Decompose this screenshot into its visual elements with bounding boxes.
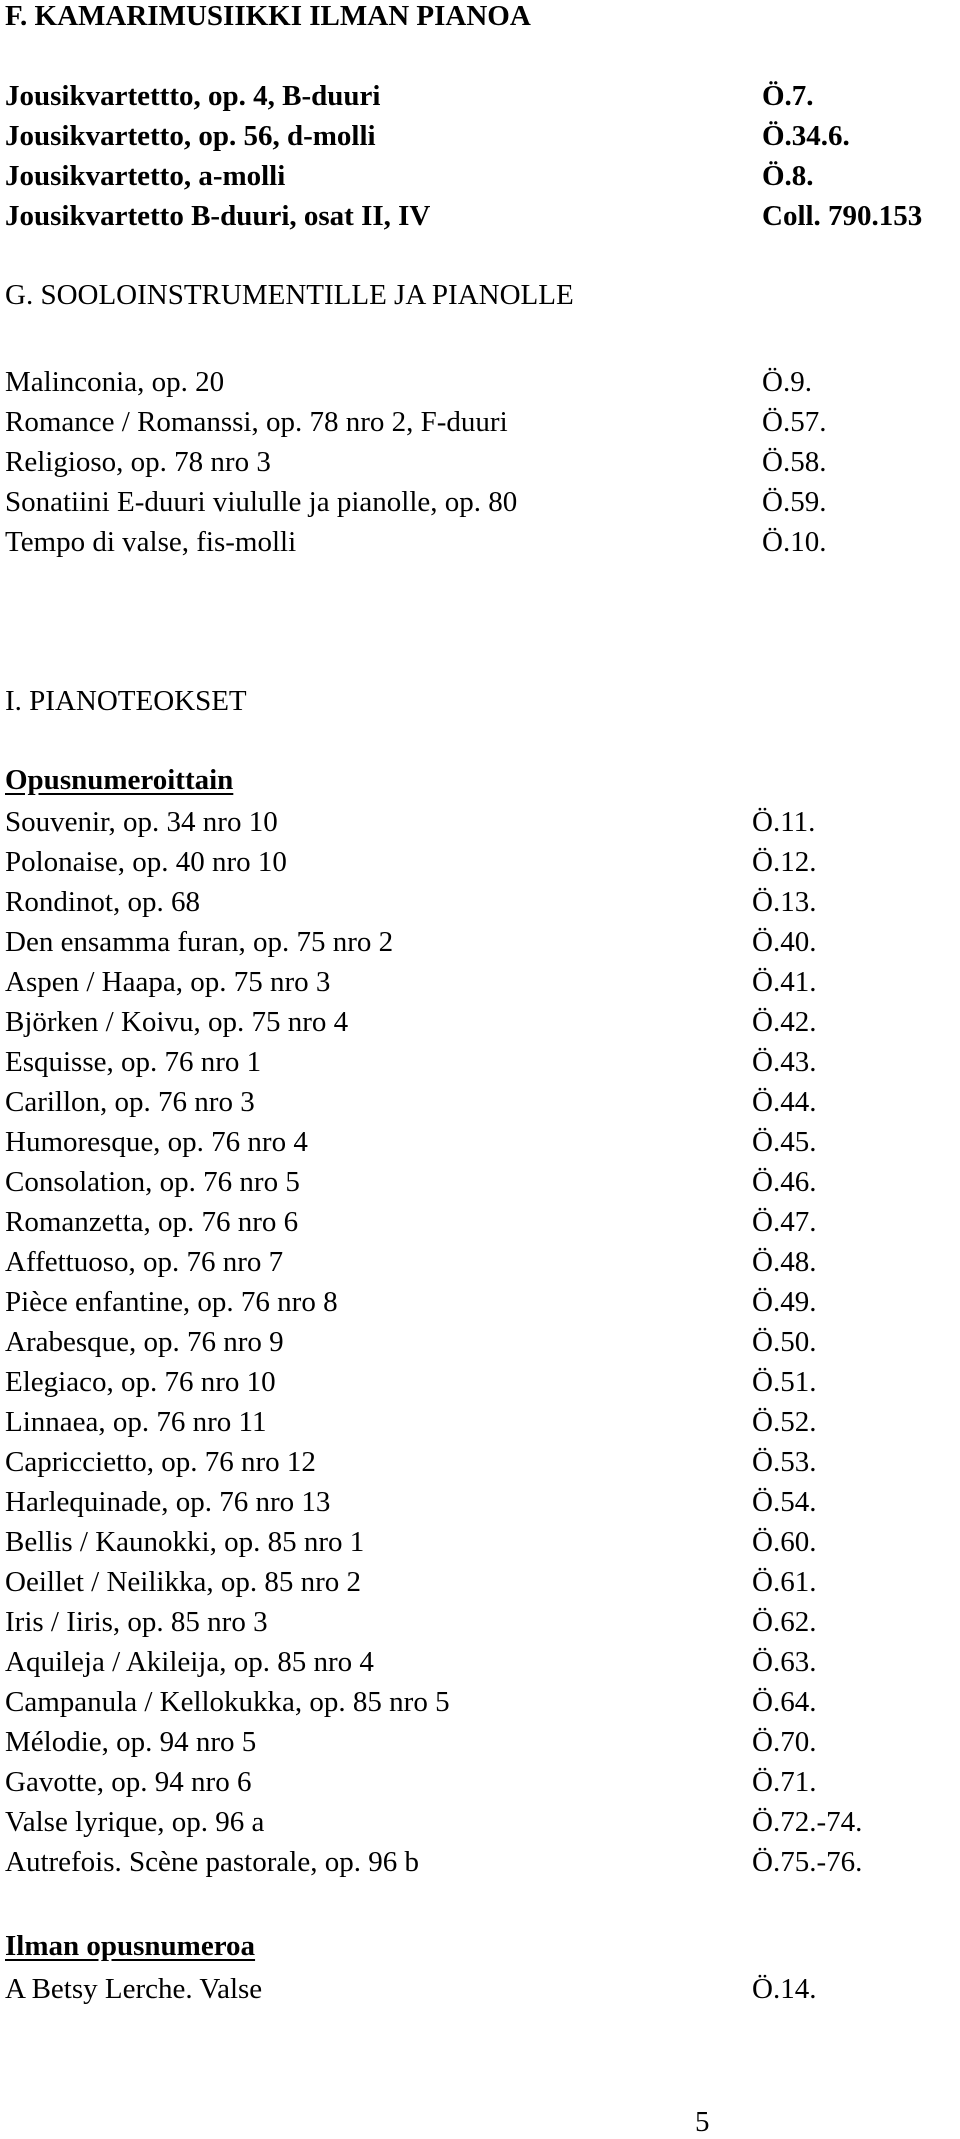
list-item [0,522,960,562]
list-item [0,1442,960,1482]
list-item [0,1162,960,1202]
entry-ref: Ö.48. [752,1246,817,1278]
entry-title: Religioso, op. 78 nro 3 [5,446,271,478]
entry-title: Romanzetta, op. 76 nro 6 [5,1206,299,1238]
entry-title: Arabesque, op. 76 nro 9 [5,1326,284,1358]
entry-ref: Ö.72.-74. [752,1806,863,1838]
entry-ref: Ö.7. [762,80,814,112]
list-item [0,1202,960,1242]
section-i-heading: I. PIANOTEOKSET [5,685,247,717]
entry-ref: Ö.12. [752,846,817,878]
entry-title: Carillon, op. 76 nro 3 [5,1086,255,1118]
entry-ref: Ö.51. [752,1366,817,1398]
entry-ref: Ö.46. [752,1166,817,1198]
entry-title: Autrefois. Scène pastorale, op. 96 b [5,1846,419,1878]
entry-ref: Ö.47. [752,1206,817,1238]
entry-ref: Ö.45. [752,1126,817,1158]
list-item [0,842,960,882]
entry-ref: Ö.63. [752,1646,817,1678]
entry-title: Jousikvartettto, op. 4, B-duuri [5,80,381,112]
entry-title: Esquisse, op. 76 nro 1 [5,1046,262,1078]
entry-ref: Coll. 790.153 [762,200,923,232]
entry-ref: Ö.75.-76. [752,1846,863,1878]
entry-ref: Ö.62. [752,1606,817,1638]
list-item [0,1482,960,1522]
list-item [0,1842,960,1882]
list-item [0,1122,960,1162]
entry-title: Iris / Iiris, op. 85 nro 3 [5,1606,268,1638]
list-item [0,802,960,842]
list-item [0,1402,960,1442]
entry-title: Gavotte, op. 94 nro 6 [5,1766,252,1798]
list-item [0,882,960,922]
list-item [0,1682,960,1722]
list-item [0,1562,960,1602]
list-item [0,1002,960,1042]
list-item [0,1042,960,1082]
entry-ref: Ö.57. [762,406,827,438]
entry-title: Capriccietto, op. 76 nro 12 [5,1446,316,1478]
entry-title: Jousikvartetto, op. 56, d-molli [5,120,376,152]
list-item [0,116,960,156]
entry-title: Mélodie, op. 94 nro 5 [5,1726,257,1758]
section-i-list [0,802,960,1882]
list-item [0,402,960,442]
entry-title: Jousikvartetto, a-molli [5,160,286,192]
entry-ref: Ö.59. [762,486,827,518]
list-item [0,1762,960,1802]
entry-ref: Ö.42. [752,1006,817,1038]
entry-ref: Ö.49. [752,1286,817,1318]
section-g-heading: G. SOOLOINSTRUMENTILLE JA PIANOLLE [5,279,574,311]
list-item [0,962,960,1002]
entry-title: Souvenir, op. 34 nro 10 [5,806,278,838]
entry-title: Aspen / Haapa, op. 75 nro 3 [5,966,331,998]
list-item [0,1802,960,1842]
entry-title: Malinconia, op. 20 [5,366,225,398]
entry-ref: Ö.52. [752,1406,817,1438]
entry-title: Romance / Romanssi, op. 78 nro 2, F-duuri [5,406,508,438]
entry-title: Valse lyrique, op. 96 a [5,1806,265,1838]
entry-title: Sonatiini E-duuri viululle ja pianolle, op. 80 [5,486,518,518]
entry-ref: Ö.71. [752,1766,817,1798]
entry-title: Oeillet / Neilikka, op. 85 nro 2 [5,1566,361,1598]
list-item [0,442,960,482]
list-item [0,1322,960,1362]
list-item [0,196,960,236]
list-item [0,1242,960,1282]
entry-ref: Ö.53. [752,1446,817,1478]
entry-title: Harlequinade, op. 76 nro 13 [5,1486,331,1518]
entry-ref: Ö.11. [752,806,816,838]
list-item [0,1602,960,1642]
entry-ref: Ö.54. [752,1486,817,1518]
entry-title: Aquileja / Akileija, op. 85 nro 4 [5,1646,374,1678]
list-item [0,1522,960,1562]
entry-title: Rondinot, op. 68 [5,886,200,918]
list-item [0,156,960,196]
entry-title: Humoresque, op. 76 nro 4 [5,1126,308,1158]
page-number: 5 [695,2106,710,2138]
entry-title: Pièce enfantine, op. 76 nro 8 [5,1286,338,1318]
list-item [0,1722,960,1762]
entry-ref: Ö.43. [752,1046,817,1078]
entry-ref: Ö.50. [752,1326,817,1358]
list-item [0,76,960,116]
list-item [0,1969,960,2009]
list-item [0,362,960,402]
entry-title: Jousikvartetto B-duuri, osat II, IV [5,200,431,232]
subheading-no-opus: Ilman opusnumeroa [5,1930,256,1962]
list-item [0,1082,960,1122]
list-item [0,482,960,522]
entry-ref: Ö.10. [762,526,827,558]
entry-ref: Ö.34.6. [762,120,850,152]
no-opus-list [0,1969,960,2009]
entry-ref: Ö.70. [752,1726,817,1758]
entry-ref: Ö.44. [752,1086,817,1118]
section-f-heading: F. KAMARIMUSIIKKI ILMAN PIANOA [5,0,531,32]
entry-title: Tempo di valse, fis-molli [5,526,297,558]
entry-title: Linnaea, op. 76 nro 11 [5,1406,267,1438]
entry-title: Björken / Koivu, op. 75 nro 4 [5,1006,349,1038]
entry-ref: Ö.9. [762,366,812,398]
entry-title: Campanula / Kellokukka, op. 85 nro 5 [5,1686,450,1718]
entry-title: Consolation, op. 76 nro 5 [5,1166,300,1198]
entry-ref: Ö.64. [752,1686,817,1718]
entry-ref: Ö.13. [752,886,817,918]
subheading-by-opus: Opusnumeroittain [5,764,234,796]
section-g-list [0,362,960,562]
entry-ref: Ö.60. [752,1526,817,1558]
entry-ref: Ö.40. [752,926,817,958]
entry-title: Polonaise, op. 40 nro 10 [5,846,287,878]
entry-title: Elegiaco, op. 76 nro 10 [5,1366,276,1398]
entry-title: A Betsy Lerche. Valse [5,1973,263,2005]
list-item [0,922,960,962]
entry-title: Bellis / Kaunokki, op. 85 nro 1 [5,1526,365,1558]
section-f-list [0,76,960,236]
list-item [0,1642,960,1682]
list-item [0,1362,960,1402]
entry-ref: Ö.58. [762,446,827,478]
entry-ref: Ö.8. [762,160,814,192]
entry-ref: Ö.61. [752,1566,817,1598]
list-item [0,1282,960,1322]
entry-ref: Ö.41. [752,966,817,998]
entry-title: Affettuoso, op. 76 nro 7 [5,1246,284,1278]
entry-title: Den ensamma furan, op. 75 nro 2 [5,926,394,958]
entry-ref: Ö.14. [752,1973,817,2005]
